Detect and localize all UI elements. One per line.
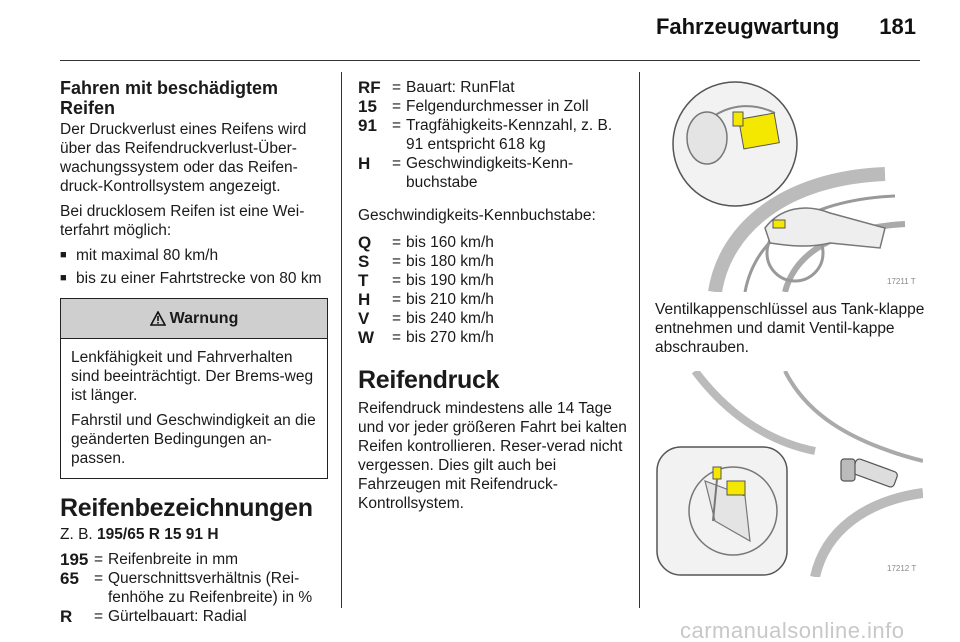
speed-value: bis 270 km/h [406, 329, 494, 346]
column-1 [60, 78, 328, 626]
figure-code: 17211 T [887, 277, 916, 286]
illustration-fuel-flap-valve-key [655, 78, 923, 292]
def-equals: = [94, 551, 104, 568]
def-key: 65 [60, 569, 79, 588]
speed-label: Geschwindigkeits-Kennbuchstabe: [358, 207, 596, 224]
page-number: 181 [879, 14, 916, 39]
def-equals: = [392, 79, 402, 96]
speed-value: bis 240 km/h [406, 310, 494, 327]
def-equals: = [392, 117, 402, 134]
watermark: carmanualsonline.info [680, 618, 905, 642]
figure-valve-cap [655, 371, 923, 577]
list-item: ■ bis zu einer Fahrtstrecke von 80 km [60, 269, 328, 288]
def-key: 195 [60, 550, 89, 569]
figure-code: 17212 T [887, 564, 917, 573]
pressure-paragraph: Reifendruck mindestens alle 14 Tage und vor jeder größeren Fahrt bei kalten Reifen kontrollieren. Reser-verad nicht vergessen. Dies gilt auch bei Fahrzeugen mit Reifendruck-Kontrollsystem. [358, 400, 627, 512]
speed-key: V [358, 309, 370, 328]
warning-header [61, 299, 327, 339]
def-key: R [60, 607, 73, 626]
speed-definitions [358, 233, 628, 347]
def-key: H [358, 154, 371, 173]
speed-key: Q [358, 233, 372, 252]
def-key: 15 [358, 97, 377, 116]
def-value: Querschnittsverhältnis (Rei-fenhöhe zu Reifenbreite) in % [108, 570, 313, 606]
def-value: Bauart: RunFlat [406, 79, 515, 96]
illustration-valve-cap-removal [655, 371, 923, 577]
column-divider-2 [639, 72, 640, 608]
list-item: ■ mit maximal 80 km/h [60, 246, 328, 265]
paragraph-pressure-loss: Der Druckverlust eines Reifens wird über das Reifendruckverlust-Über-wachungssystem oder das Reifen-druck-Kontrollsystem angezeigt. [60, 121, 307, 195]
def-value: Felgendurchmesser in Zoll [406, 98, 589, 115]
figure-caption: Ventilkappenschlüssel aus Tank-klappe entnehmen und damit Ventil-kappe abschrauben. [655, 301, 925, 356]
speed-equals: = [392, 272, 402, 289]
warning-text-1: Lenkfähigkeit und Fahrverhalten sind beeinträchtigt. Der Brems-weg ist länger. [71, 349, 314, 404]
example-prefix: Z. B. [60, 526, 93, 543]
warning-body [61, 339, 327, 478]
def-value: Gürtelbauart: Radial [108, 608, 247, 625]
page-header [656, 14, 916, 40]
def-key: 91 [358, 116, 377, 135]
def-key: RF [358, 78, 381, 97]
def-value: Tragfähigkeits-Kennzahl, z. B. 91 entspricht 618 kg [406, 117, 613, 153]
speed-value: bis 210 km/h [406, 291, 494, 308]
def-equals: = [94, 570, 104, 587]
header-title: Fahrzeugwartung [655, 14, 840, 39]
section-heading-designation: Reifenbezeichnungen [60, 494, 313, 522]
speed-equals: = [392, 291, 402, 308]
def-value: Reifenbreite in mm [108, 551, 239, 568]
designation-definitions-cont [358, 78, 628, 192]
def-equals: = [392, 98, 402, 115]
speed-equals: = [392, 234, 402, 251]
warning-title: Warnung [169, 310, 239, 327]
section-heading-pressure: Reifendruck [358, 366, 500, 394]
warning-box [60, 298, 328, 479]
warning-triangle-icon [150, 311, 166, 326]
speed-key: W [358, 328, 375, 347]
speed-value: bis 180 km/h [406, 253, 494, 270]
speed-equals: = [392, 310, 402, 327]
def-equals: = [392, 155, 402, 172]
warning-text-2: Fahrstil und Geschwindigkeit an die geänderten Bedingungen an-passen. [71, 412, 316, 467]
speed-value: bis 160 km/h [406, 234, 494, 251]
example-code: 195/65 R 15 91 H [97, 526, 219, 543]
def-equals: = [94, 608, 104, 625]
speed-equals: = [392, 329, 402, 346]
designation-definitions [60, 550, 328, 626]
bullet-list [60, 246, 328, 288]
paragraph-continue-driving: Bei drucklosem Reifen ist eine Wei-terfahrt möglich: [60, 203, 305, 239]
def-value: Geschwindigkeits-Kenn-buchstabe [406, 155, 574, 191]
figure-valve-key [655, 78, 923, 292]
speed-key: H [358, 290, 371, 309]
speed-value: bis 190 km/h [406, 272, 494, 289]
example-line [60, 525, 328, 544]
header-rule [60, 60, 920, 61]
column-divider-1 [341, 72, 342, 608]
column-2 [358, 78, 628, 519]
speed-key: T [358, 271, 369, 290]
speed-key: S [358, 252, 370, 271]
column-3 [655, 78, 925, 577]
speed-equals: = [392, 253, 402, 270]
section-heading-damaged-tyre: Fahren mit beschädigtem Reifen [60, 78, 279, 118]
